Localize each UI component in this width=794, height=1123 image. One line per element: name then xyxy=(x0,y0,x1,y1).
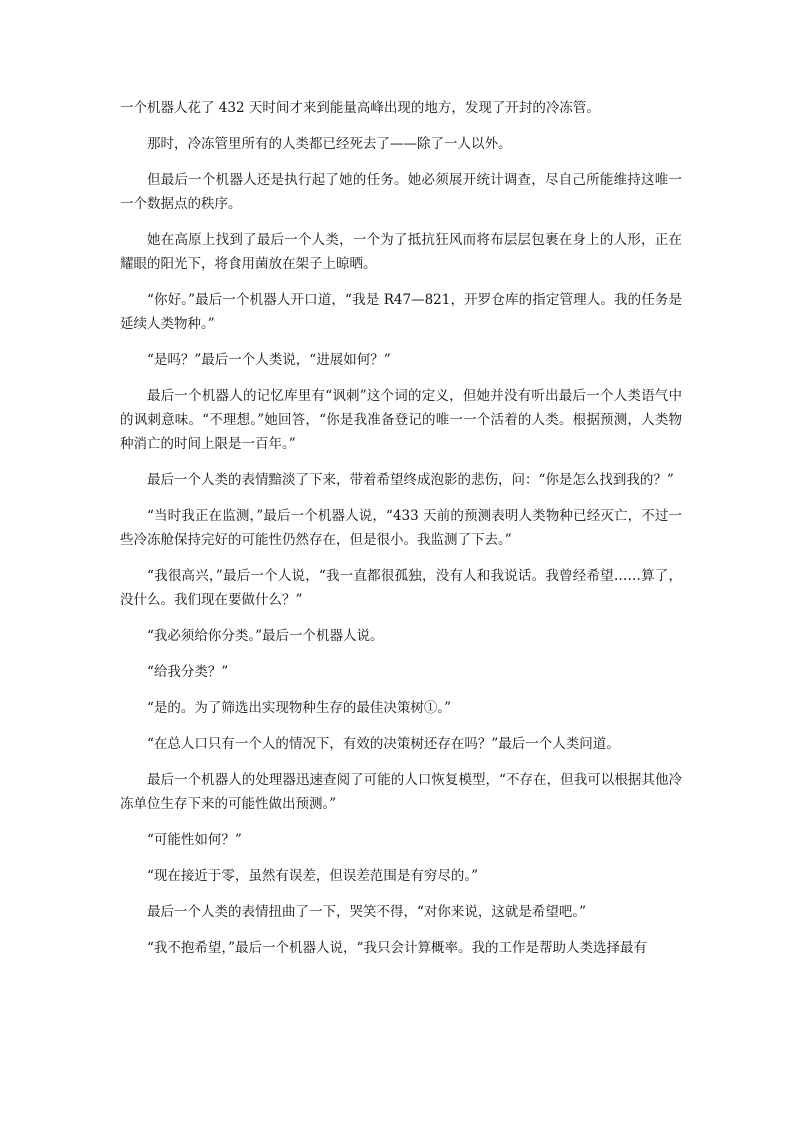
paragraph: “是的。为了筛选出实现物种生存的最佳决策树①。” xyxy=(147,700,452,716)
story-text xyxy=(120,96,682,972)
paragraph: “我不抱希望，”最后一个机器人说，“我只会计算概率。我的工作是帮助人类选择最有 xyxy=(147,940,647,956)
paragraph: “在总人口只有一个人的情况下，有效的决策树还存在吗？”最后一个人类问道。 xyxy=(147,736,620,752)
paragraph: “是吗？”最后一个人类说，“进展如何？” xyxy=(147,352,391,368)
paragraph: “我必须给你分类。”最后一个机器人说。 xyxy=(147,628,384,644)
paragraph: 那时，冷冻管里所有的人类都已经死去了——除了一人以外。 xyxy=(147,136,512,152)
paragraph: 一个机器人花了 432 天时间才来到能量高峰出现的地方，发现了开封的冷冻管。 xyxy=(120,100,600,116)
paragraph: “当时我正在监测，”最后一个机器人说，“433 天前的预测表明人类物种已经灭亡，不过一些冷冻舱保持完好的可能性仍然存在，但是很小。我监测了下去。” xyxy=(120,508,682,548)
paragraph: “你好。”最后一个机器人开口道，“我是 R47—821，开罗仓库的指定管理人。我的任务是延续人类物种。” xyxy=(120,292,682,332)
paragraph: 但最后一个机器人还是执行起了她的任务。她必须展开统计调查，尽自己所能维持这唯一一个数据点的秩序。 xyxy=(120,172,682,212)
paragraph: “可能性如何？” xyxy=(147,832,242,848)
paragraph: “给我分类？” xyxy=(147,664,229,680)
paragraph: “现在接近于零，虽然有误差，但误差范围是有穷尽的。” xyxy=(147,868,479,884)
paragraph: “我很高兴，”最后一个人说，“我一直都很孤独，没有人和我说话。我曾经希望……算了，没什么。我们现在要做什么？” xyxy=(120,568,682,608)
paragraph: 最后一个人类的表情扭曲了一下，哭笑不得，“对你来说，这就是希望吧。” xyxy=(147,904,587,920)
paragraph: 最后一个机器人的记忆库里有“讽刺”这个词的定义，但她并没有听出最后一个人类语气中的讽刺意味。“不理想。”她回答，“你是我准备登记的唯一一个活着的人类。根据预测，人类物种消亡的时间上限是一百年。” xyxy=(120,388,682,452)
paragraph: 最后一个人类的表情黯淡了下来，带着希望终成泡影的悲伤，问：“你是怎么找到我的？” xyxy=(147,472,674,488)
paragraph: 她在高原上找到了最后一个人类，一个为了抵抗狂风而将布层层包裹在身上的人形，正在耀眼的阳光下，将食用菌放在架子上晾晒。 xyxy=(120,232,682,272)
paragraph: 最后一个机器人的处理器迅速查阅了可能的人口恢复模型，“不存在，但我可以根据其他冷冻单位生存下来的可能性做出预测。” xyxy=(120,772,682,812)
